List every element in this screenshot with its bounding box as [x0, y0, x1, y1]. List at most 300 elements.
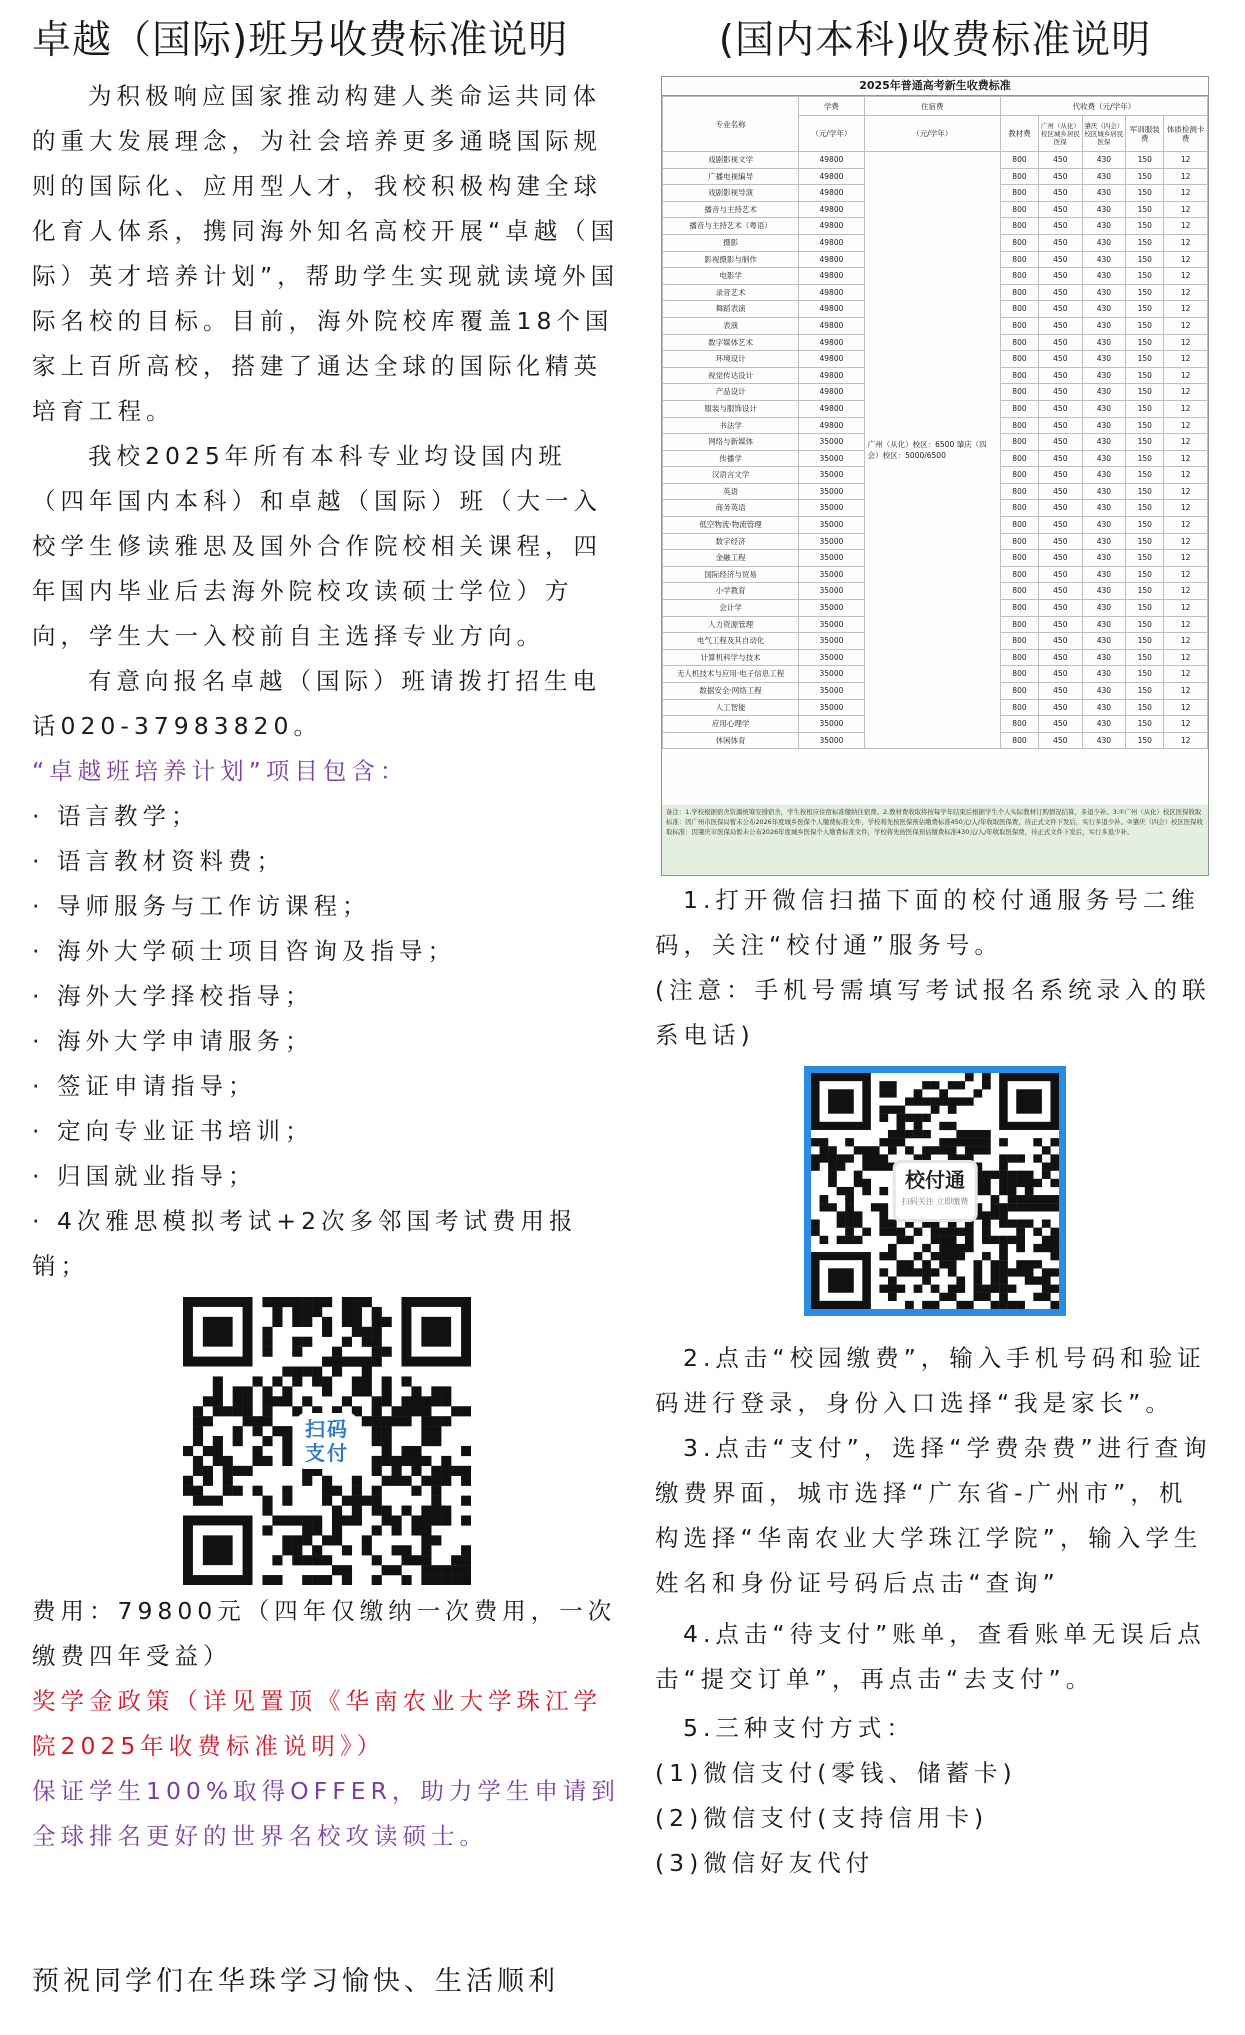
- books-fee: 800: [1000, 583, 1038, 600]
- tuition-value: 35000: [799, 517, 864, 534]
- plan-item: · 语言教学；: [32, 802, 200, 830]
- tuition-value: 35000: [799, 500, 864, 517]
- books-fee: 800: [1000, 218, 1038, 235]
- insurance-gz-fee: 450: [1039, 517, 1083, 534]
- uniform-fee: 150: [1126, 268, 1164, 285]
- header-insurance-gz: 广州（从化）校区城乡居民医保: [1039, 116, 1083, 152]
- uniform-fee: 150: [1126, 417, 1164, 434]
- books-fee: 800: [1000, 666, 1038, 683]
- books-fee: 800: [1000, 616, 1038, 633]
- major-name: 戏剧影视导演: [663, 185, 799, 202]
- major-name: 数字经济: [663, 533, 799, 550]
- offer-text: 保证学生100%取得OFFER，助力学生申请到全球排名更好的世界名校攻读硕士。: [32, 1777, 620, 1850]
- insurance-zq-fee: 430: [1082, 500, 1126, 517]
- insurance-zq-fee: 430: [1082, 185, 1126, 202]
- tuition-value: 49800: [799, 218, 864, 235]
- uniform-fee: 150: [1126, 699, 1164, 716]
- physical-fee: 12: [1164, 268, 1208, 285]
- books-fee: 800: [1000, 483, 1038, 500]
- insurance-zq-fee: 430: [1082, 234, 1126, 251]
- tuition-value: 49800: [799, 334, 864, 351]
- uniform-fee: 150: [1126, 201, 1164, 218]
- insurance-gz-fee: 450: [1039, 367, 1083, 384]
- books-fee: 800: [1000, 417, 1038, 434]
- tuition-value: 35000: [799, 649, 864, 666]
- physical-fee: 12: [1164, 367, 1208, 384]
- insurance-zq-fee: 430: [1082, 732, 1126, 749]
- fee-notes: 备注：1.学校根据宿舍资源统筹安排宿舍，学生按相应住宿标准缴纳住宿费。2.教材费收取将按每学年结束后根据学生个人实际教材订购情况结算，多退少补。3.①广州（从化）校区医保收取标准：因广州市医保局暂未公布2026年度城乡医保个人缴费标准文件，学校将先按医保预估缴费标准450元/人/年收取医保费，待正式文件下发后，实行多退少补。②肇庆（四会）校区医保收取标准：因肇庆市医保局暂未公布2026年度城乡医保个人缴费标准文件，学校将先按医保预估缴费标准430元/人/年收取医保费，待正式文件下发后，实行多退少补。: [662, 805, 1208, 875]
- insurance-zq-fee: 430: [1082, 351, 1126, 368]
- physical-fee: 12: [1164, 152, 1208, 169]
- scholarship-text[interactable]: 奖学金政策（详见置顶《华南农业大学珠江学院2025年收费标准说明》）: [32, 1687, 602, 1760]
- insurance-zq-fee: 430: [1082, 152, 1126, 169]
- books-fee: 800: [1000, 384, 1038, 401]
- books-fee: 800: [1000, 268, 1038, 285]
- uniform-fee: 150: [1126, 732, 1164, 749]
- physical-fee: 12: [1164, 334, 1208, 351]
- pay-option-2: (2)微信支付(支持信用卡): [655, 1804, 989, 1832]
- physical-fee: 12: [1164, 218, 1208, 235]
- insurance-zq-fee: 430: [1082, 517, 1126, 534]
- tuition-value: 49800: [799, 201, 864, 218]
- tuition-value: 49800: [799, 251, 864, 268]
- books-fee: 800: [1000, 185, 1038, 202]
- fee-table-image: [661, 76, 1209, 876]
- plan-item: · 导师服务与工作访课程；: [32, 892, 371, 920]
- insurance-zq-fee: 430: [1082, 616, 1126, 633]
- xiaofutong-logo: 校付通 扫码关注 立即缴费: [893, 1160, 978, 1222]
- insurance-gz-fee: 450: [1039, 666, 1083, 683]
- physical-fee: 12: [1164, 400, 1208, 417]
- physical-fee: 12: [1164, 517, 1208, 534]
- insurance-zq-fee: 430: [1082, 268, 1126, 285]
- insurance-zq-fee: 430: [1082, 716, 1126, 733]
- books-fee: 800: [1000, 500, 1038, 517]
- tuition-value: 35000: [799, 732, 864, 749]
- physical-fee: 12: [1164, 699, 1208, 716]
- uniform-fee: 150: [1126, 483, 1164, 500]
- major-name: 无人机技术与应用·电子信息工程: [663, 666, 799, 683]
- step-1: 1.打开微信扫描下面的校付通服务号二维码，关注“校付通”服务号。: [655, 886, 1200, 959]
- books-fee: 800: [1000, 633, 1038, 650]
- major-name: 电影学: [663, 268, 799, 285]
- tuition-value: 49800: [799, 168, 864, 185]
- plan-item: · 归国就业指导；: [32, 1162, 257, 1190]
- insurance-zq-fee: 430: [1082, 683, 1126, 700]
- uniform-fee: 150: [1126, 450, 1164, 467]
- insurance-zq-fee: 430: [1082, 583, 1126, 600]
- tuition-value: 49800: [799, 268, 864, 285]
- books-fee: 800: [1000, 351, 1038, 368]
- right-title: (国内本科)收费标准说明: [718, 18, 1152, 63]
- physical-fee: 12: [1164, 616, 1208, 633]
- pay-option-3: (3)微信好友代付: [655, 1849, 875, 1877]
- uniform-fee: 150: [1126, 168, 1164, 185]
- major-name: 低空物流·物流管理: [663, 517, 799, 534]
- plan-title: “卓越班培养计划”项目包含：: [32, 757, 409, 785]
- insurance-gz-fee: 450: [1039, 218, 1083, 235]
- insurance-zq-fee: 430: [1082, 417, 1126, 434]
- books-fee: 800: [1000, 566, 1038, 583]
- tuition-value: 49800: [799, 384, 864, 401]
- insurance-gz-fee: 450: [1039, 533, 1083, 550]
- major-name: 会计学: [663, 600, 799, 617]
- insurance-gz-fee: 450: [1039, 467, 1083, 484]
- insurance-zq-fee: 430: [1082, 600, 1126, 617]
- physical-fee: 12: [1164, 301, 1208, 318]
- physical-fee: 12: [1164, 666, 1208, 683]
- major-name: 摄影: [663, 234, 799, 251]
- books-fee: 800: [1000, 533, 1038, 550]
- uniform-fee: 150: [1126, 152, 1164, 169]
- major-name: 国际经济与贸易: [663, 566, 799, 583]
- major-name: 电气工程及其自动化: [663, 633, 799, 650]
- insurance-zq-fee: 430: [1082, 384, 1126, 401]
- physical-fee: 12: [1164, 566, 1208, 583]
- physical-fee: 12: [1164, 417, 1208, 434]
- books-fee: 800: [1000, 434, 1038, 451]
- tuition-value: 35000: [799, 467, 864, 484]
- insurance-gz-fee: 450: [1039, 301, 1083, 318]
- uniform-fee: 150: [1126, 500, 1164, 517]
- insurance-gz-fee: 450: [1039, 152, 1083, 169]
- physical-fee: 12: [1164, 716, 1208, 733]
- uniform-fee: 150: [1126, 218, 1164, 235]
- plan-item: · 海外大学硕士项目咨询及指导；: [32, 937, 456, 965]
- major-name: 产品设计: [663, 384, 799, 401]
- uniform-fee: 150: [1126, 301, 1164, 318]
- plan-item: · 定向专业证书培训；: [32, 1117, 314, 1145]
- uniform-fee: 150: [1126, 600, 1164, 617]
- uniform-fee: 150: [1126, 251, 1164, 268]
- physical-fee: 12: [1164, 234, 1208, 251]
- major-name: 表演: [663, 317, 799, 334]
- uniform-fee: 150: [1126, 566, 1164, 583]
- physical-fee: 12: [1164, 185, 1208, 202]
- footer-wish: 预祝同学们在华珠学习愉快、生活顺利: [32, 1966, 559, 1997]
- insurance-gz-fee: 450: [1039, 683, 1083, 700]
- tuition-value: 35000: [799, 450, 864, 467]
- major-name: 舞蹈表演: [663, 301, 799, 318]
- uniform-fee: 150: [1126, 384, 1164, 401]
- lodging-value: 广州（从化）校区：6500 肇庆（四会）校区：5000/6500: [864, 152, 1000, 749]
- insurance-zq-fee: 430: [1082, 434, 1126, 451]
- books-fee: 800: [1000, 683, 1038, 700]
- physical-fee: 12: [1164, 434, 1208, 451]
- major-name: 应用心理学: [663, 716, 799, 733]
- fee-table-title: 2025年普通高考新生收费标准: [662, 77, 1208, 96]
- uniform-fee: 150: [1126, 317, 1164, 334]
- insurance-zq-fee: 430: [1082, 251, 1126, 268]
- insurance-zq-fee: 430: [1082, 483, 1126, 500]
- insurance-zq-fee: 430: [1082, 699, 1126, 716]
- physical-fee: 12: [1164, 351, 1208, 368]
- left-title: 卓越（国际)班另收费标准说明: [32, 18, 569, 63]
- major-name: 商务英语: [663, 500, 799, 517]
- books-fee: 800: [1000, 450, 1038, 467]
- books-fee: 800: [1000, 699, 1038, 716]
- insurance-gz-fee: 450: [1039, 583, 1083, 600]
- header-tuition-unit: （元/学年）: [799, 116, 864, 152]
- books-fee: 800: [1000, 367, 1038, 384]
- plan-item: · 语言教材资料费；: [32, 847, 285, 875]
- header-lodging: 住宿费: [864, 97, 1000, 116]
- payment-qr-code[interactable]: [183, 1297, 471, 1585]
- tuition-value: 49800: [799, 417, 864, 434]
- tuition-value: 49800: [799, 301, 864, 318]
- major-name: 影视摄影与制作: [663, 251, 799, 268]
- header-lodging-unit: （元/学年）: [864, 116, 1000, 152]
- major-name: 计算机科学与技术: [663, 649, 799, 666]
- books-fee: 800: [1000, 517, 1038, 534]
- uniform-fee: 150: [1126, 533, 1164, 550]
- major-name: 环境设计: [663, 351, 799, 368]
- insurance-gz-fee: 450: [1039, 716, 1083, 733]
- tuition-value: 49800: [799, 400, 864, 417]
- major-name: 戏剧影视文学: [663, 152, 799, 169]
- books-fee: 800: [1000, 732, 1038, 749]
- pay-option-1: (1)微信支付(零钱、储蓄卡): [655, 1759, 1017, 1787]
- insurance-gz-fee: 450: [1039, 732, 1083, 749]
- plan-item: · 海外大学择校指导；: [32, 982, 314, 1010]
- tuition-value: 35000: [799, 633, 864, 650]
- insurance-zq-fee: 430: [1082, 550, 1126, 567]
- insurance-gz-fee: 450: [1039, 699, 1083, 716]
- uniform-fee: 150: [1126, 517, 1164, 534]
- physical-fee: 12: [1164, 284, 1208, 301]
- tuition-value: 35000: [799, 666, 864, 683]
- books-fee: 800: [1000, 334, 1038, 351]
- major-name: 书法学: [663, 417, 799, 434]
- tuition-value: 35000: [799, 600, 864, 617]
- insurance-gz-fee: 450: [1039, 284, 1083, 301]
- physical-fee: 12: [1164, 649, 1208, 666]
- insurance-zq-fee: 430: [1082, 168, 1126, 185]
- step-2: 2.点击“校园缴费”，输入手机号码和验证码进行登录，身份入口选择“我是家长”。: [655, 1344, 1206, 1417]
- tuition-value: 35000: [799, 716, 864, 733]
- insurance-zq-fee: 430: [1082, 666, 1126, 683]
- insurance-gz-fee: 450: [1039, 566, 1083, 583]
- books-fee: 800: [1000, 152, 1038, 169]
- uniform-fee: 150: [1126, 649, 1164, 666]
- major-name: 服装与服饰设计: [663, 400, 799, 417]
- plan-item: · 签证申请指导；: [32, 1072, 257, 1100]
- uniform-fee: 150: [1126, 716, 1164, 733]
- step-3: 3.点击“支付”，选择“学费杂费”进行查询缴费界面，城市选择“广东省-广州市”，机构选择“华南农业大学珠江学院”，输入学生姓名和身份证号码后点击“查询”: [655, 1434, 1212, 1597]
- insurance-zq-fee: 430: [1082, 467, 1126, 484]
- major-name: 人工智能: [663, 699, 799, 716]
- insurance-gz-fee: 450: [1039, 450, 1083, 467]
- physical-fee: 12: [1164, 450, 1208, 467]
- books-fee: 800: [1000, 168, 1038, 185]
- major-name: 网络与新媒体: [663, 434, 799, 451]
- left-column: [32, 14, 622, 1859]
- physical-fee: 12: [1164, 583, 1208, 600]
- plan-item: · 4次雅思模拟考试+2次多邻国考试费用报销；: [32, 1207, 578, 1280]
- physical-fee: 12: [1164, 483, 1208, 500]
- insurance-gz-fee: 450: [1039, 434, 1083, 451]
- major-name: 录音艺术: [663, 284, 799, 301]
- insurance-zq-fee: 430: [1082, 301, 1126, 318]
- major-name: 数字媒体艺术: [663, 334, 799, 351]
- insurance-zq-fee: 430: [1082, 566, 1126, 583]
- physical-fee: 12: [1164, 168, 1208, 185]
- physical-fee: 12: [1164, 251, 1208, 268]
- insurance-gz-fee: 450: [1039, 483, 1083, 500]
- fee-table: [662, 96, 1208, 749]
- fee-text: 费用：79800元（四年仅缴纳一次费用，一次缴费四年受益）: [32, 1597, 617, 1670]
- insurance-gz-fee: 450: [1039, 500, 1083, 517]
- insurance-gz-fee: 450: [1039, 334, 1083, 351]
- tuition-value: 35000: [799, 699, 864, 716]
- header-physical: 体质检测卡费: [1164, 116, 1208, 152]
- tuition-value: 49800: [799, 284, 864, 301]
- step-5: 5.三种支付方式：: [683, 1714, 915, 1742]
- insurance-gz-fee: 450: [1039, 251, 1083, 268]
- uniform-fee: 150: [1126, 234, 1164, 251]
- physical-fee: 12: [1164, 550, 1208, 567]
- tuition-value: 35000: [799, 566, 864, 583]
- uniform-fee: 150: [1126, 683, 1164, 700]
- uniform-fee: 150: [1126, 334, 1164, 351]
- uniform-fee: 150: [1126, 467, 1164, 484]
- uniform-fee: 150: [1126, 550, 1164, 567]
- insurance-zq-fee: 430: [1082, 201, 1126, 218]
- tuition-value: 35000: [799, 583, 864, 600]
- insurance-zq-fee: 430: [1082, 649, 1126, 666]
- insurance-gz-fee: 450: [1039, 268, 1083, 285]
- physical-fee: 12: [1164, 633, 1208, 650]
- major-name: 休闲体育: [663, 732, 799, 749]
- header-insurance-zq: 肇庆（四会）校区城乡居民医保: [1082, 116, 1126, 152]
- major-name: 汉语言文学: [663, 467, 799, 484]
- header-major: 专业名称: [663, 97, 799, 152]
- phone-note: (注意：手机号需填写考试报名系统录入的联系电话): [655, 976, 1211, 1049]
- uniform-fee: 150: [1126, 666, 1164, 683]
- tuition-value: 49800: [799, 317, 864, 334]
- insurance-gz-fee: 450: [1039, 400, 1083, 417]
- tuition-value: 49800: [799, 152, 864, 169]
- program-paragraph: 我校2025年所有本科专业均设国内班（四年国内本科）和卓越（国际）班（大一入校学生修读雅思及国外合作院校相关课程，四年国内毕业后去海外院校攻读硕士学位）方向，学生大一入校前自主选择专业方向。: [32, 442, 602, 650]
- insurance-zq-fee: 430: [1082, 317, 1126, 334]
- uniform-fee: 150: [1126, 400, 1164, 417]
- step-4: 4.点击“待支付”账单，查看账单无误后点击“提交订单”，再点击“去支付”。: [655, 1620, 1206, 1693]
- major-name: 英语: [663, 483, 799, 500]
- header-uniform: 军训服装费: [1126, 116, 1164, 152]
- books-fee: 800: [1000, 400, 1038, 417]
- books-fee: 800: [1000, 201, 1038, 218]
- tuition-value: 49800: [799, 234, 864, 251]
- uniform-fee: 150: [1126, 367, 1164, 384]
- tuition-value: 49800: [799, 351, 864, 368]
- tuition-value: 35000: [799, 434, 864, 451]
- tuition-value: 35000: [799, 550, 864, 567]
- major-name: 小学教育: [663, 583, 799, 600]
- uniform-fee: 150: [1126, 284, 1164, 301]
- tuition-value: 49800: [799, 367, 864, 384]
- major-name: 人力资源管理: [663, 616, 799, 633]
- insurance-gz-fee: 450: [1039, 317, 1083, 334]
- major-name: 广播电视编导: [663, 168, 799, 185]
- major-name: 数据安全·网络工程: [663, 683, 799, 700]
- header-books: 教材费: [1000, 116, 1038, 152]
- physical-fee: 12: [1164, 467, 1208, 484]
- books-fee: 800: [1000, 317, 1038, 334]
- xiaofutong-qr-code[interactable]: [804, 1066, 1066, 1316]
- books-fee: 800: [1000, 550, 1038, 567]
- insurance-gz-fee: 450: [1039, 384, 1083, 401]
- insurance-gz-fee: 450: [1039, 185, 1083, 202]
- insurance-zq-fee: 430: [1082, 334, 1126, 351]
- insurance-gz-fee: 450: [1039, 649, 1083, 666]
- physical-fee: 12: [1164, 600, 1208, 617]
- insurance-zq-fee: 430: [1082, 533, 1126, 550]
- major-name: 播音与主持艺术: [663, 201, 799, 218]
- uniform-fee: 150: [1126, 616, 1164, 633]
- phone-paragraph: 有意向报名卓越（国际）班请拨打招生电话020-37983820。: [32, 667, 601, 740]
- major-name: 传播学: [663, 450, 799, 467]
- uniform-fee: 150: [1126, 434, 1164, 451]
- physical-fee: 12: [1164, 732, 1208, 749]
- insurance-gz-fee: 450: [1039, 417, 1083, 434]
- insurance-zq-fee: 430: [1082, 633, 1126, 650]
- books-fee: 800: [1000, 301, 1038, 318]
- uniform-fee: 150: [1126, 583, 1164, 600]
- insurance-zq-fee: 430: [1082, 367, 1126, 384]
- physical-fee: 12: [1164, 533, 1208, 550]
- insurance-gz-fee: 450: [1039, 616, 1083, 633]
- insurance-gz-fee: 450: [1039, 201, 1083, 218]
- insurance-gz-fee: 450: [1039, 633, 1083, 650]
- header-agency: 代收费（元/学年）: [1000, 97, 1207, 116]
- insurance-zq-fee: 430: [1082, 284, 1126, 301]
- uniform-fee: 150: [1126, 633, 1164, 650]
- books-fee: 800: [1000, 251, 1038, 268]
- insurance-gz-fee: 450: [1039, 234, 1083, 251]
- books-fee: 800: [1000, 284, 1038, 301]
- books-fee: 800: [1000, 467, 1038, 484]
- major-name: 视觉传达设计: [663, 367, 799, 384]
- major-name: 播音与主持艺术（粤语）: [663, 218, 799, 235]
- physical-fee: 12: [1164, 201, 1208, 218]
- books-fee: 800: [1000, 716, 1038, 733]
- insurance-gz-fee: 450: [1039, 600, 1083, 617]
- header-tuition: 学费: [799, 97, 864, 116]
- books-fee: 800: [1000, 649, 1038, 666]
- right-column: [655, 14, 1215, 1886]
- plan-list: [32, 794, 622, 1289]
- intro-paragraph: 为积极响应国家推动构建人类命运共同体的重大发展理念，为社会培养更多通晓国际规则的国际化、应用型人才，我校积极构建全球化育人体系，携同海外知名高校开展“卓越（国际）英才培养计划”，帮助学生实现就读境外国际名校的目标。目前，海外院校库覆盖18个国家上百所高校，搭建了通达全球的国际化精英培育工程。: [32, 82, 620, 425]
- insurance-gz-fee: 450: [1039, 168, 1083, 185]
- plan-item: · 海外大学申请服务；: [32, 1027, 314, 1055]
- insurance-gz-fee: 450: [1039, 550, 1083, 567]
- physical-fee: 12: [1164, 384, 1208, 401]
- major-name: 金融工程: [663, 550, 799, 567]
- insurance-zq-fee: 430: [1082, 218, 1126, 235]
- table-row: [663, 152, 1208, 169]
- insurance-zq-fee: 430: [1082, 450, 1126, 467]
- books-fee: 800: [1000, 600, 1038, 617]
- tuition-value: 49800: [799, 185, 864, 202]
- tuition-value: 35000: [799, 616, 864, 633]
- physical-fee: 12: [1164, 317, 1208, 334]
- uniform-fee: 150: [1126, 185, 1164, 202]
- books-fee: 800: [1000, 234, 1038, 251]
- tuition-value: 35000: [799, 533, 864, 550]
- insurance-gz-fee: 450: [1039, 351, 1083, 368]
- physical-fee: 12: [1164, 683, 1208, 700]
- uniform-fee: 150: [1126, 351, 1164, 368]
